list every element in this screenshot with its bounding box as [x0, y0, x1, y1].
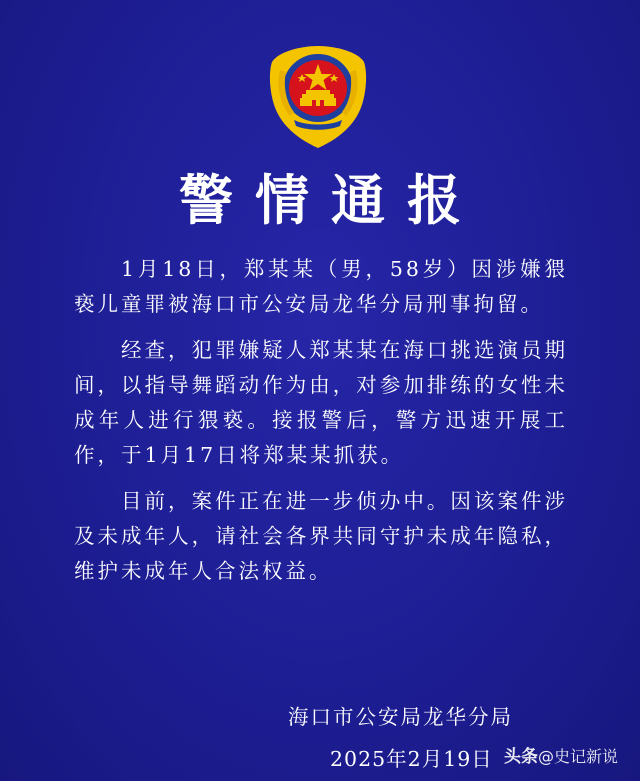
paragraph-investigation: 经查，犯罪嫌疑人郑某某在海口挑选演员期间，以指导舞蹈动作为由，对参加排练的女性未成年人进行猥亵。接报警后，警方迅速开展工作，于1月17日将郑某某抓获。 — [74, 338, 568, 467]
watermark — [504, 745, 618, 769]
notice-title: 警情通报 — [179, 169, 483, 232]
notice-body — [74, 252, 568, 600]
signature-organization: 海口市公安局龙华分局 — [288, 705, 513, 729]
paragraph-current-status: 目前，案件正在进一步侦办中。因该案件涉及未成年人，请社会各界共同守护未成年隐私，维护未成年人合法权益。 — [74, 489, 568, 583]
signature-date: 2025年2月19日 — [330, 747, 493, 771]
watermark-account: @史记新说 — [538, 747, 619, 766]
watermark-brand: 头条 — [504, 747, 538, 767]
police-emblem-icon — [266, 44, 370, 152]
paragraph-arrest: 1月18日，郑某某（男，58岁）因涉嫌猥亵儿童罪被海口市公安局龙华分局刑事拘留。 — [74, 257, 568, 316]
